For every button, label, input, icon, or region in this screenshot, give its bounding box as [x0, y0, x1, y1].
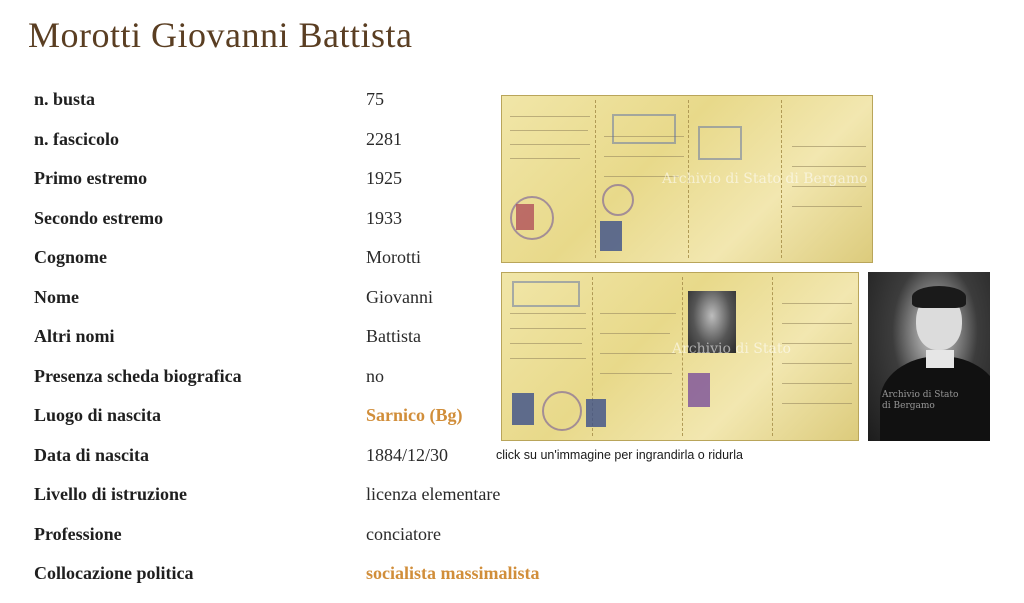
field-row-professione [34, 524, 504, 564]
field-row-altri-nomi [34, 326, 504, 366]
field-value: conciatore [366, 523, 441, 544]
record-fields [34, 89, 540, 603]
passport-document-image-2[interactable] [501, 272, 859, 441]
field-label: Livello di istruzione [34, 484, 187, 504]
field-row-busta [34, 89, 504, 129]
field-value: 1884/12/30 [366, 444, 449, 465]
field-value: 2281 [366, 128, 402, 149]
field-label: Presenza scheda biografica [34, 365, 242, 386]
field-label: Nome [34, 286, 79, 307]
field-row-istruzione [34, 484, 504, 524]
page-title: Morotti Giovanni Battista [28, 15, 413, 55]
field-row-data-nascita [34, 445, 504, 485]
field-row-cognome [34, 247, 504, 287]
passport-document-image-1[interactable] [501, 95, 873, 263]
field-row-secondo-estremo [34, 208, 504, 248]
field-value: Giovanni [366, 286, 433, 307]
field-label: Data di nascita [34, 444, 150, 465]
field-label: Secondo estremo [34, 207, 164, 228]
field-label: Luogo di nascita [34, 405, 162, 425]
field-value: 1925 [366, 168, 402, 188]
field-row-primo-estremo [34, 168, 504, 208]
field-row-collocazione-politica [34, 563, 540, 603]
watermark: Archivio di Stato di Bergamo [662, 171, 868, 187]
field-label: Primo estremo [34, 168, 148, 188]
political-affiliation-link[interactable]: socialista massimalista [366, 563, 540, 583]
birthplace-link[interactable]: Sarnico (Bg) [366, 405, 463, 425]
field-value: Battista [366, 326, 421, 346]
watermark: Archivio di Stato di Bergamo [882, 390, 959, 411]
field-value: no [366, 365, 384, 386]
field-value: 1933 [366, 207, 402, 228]
field-value: licenza elementare [366, 484, 501, 504]
field-label: Cognome [34, 247, 107, 267]
field-row-nome [34, 287, 504, 327]
field-label: Collocazione politica [34, 563, 194, 583]
field-row-scheda-biografica [34, 366, 504, 406]
portrait-photo-image[interactable] [868, 272, 990, 441]
watermark: Archivio di Stato [672, 341, 791, 357]
field-row-luogo-nascita [34, 405, 504, 445]
field-label: n. fascicolo [34, 128, 119, 149]
field-label: n. busta [34, 89, 96, 109]
field-label: Professione [34, 523, 122, 544]
field-label: Altri nomi [34, 326, 115, 346]
field-row-fascicolo [34, 129, 504, 169]
field-value: 75 [366, 89, 384, 109]
field-value: Morotti [366, 247, 422, 267]
gallery-caption: click su un'immagine per ingrandirla o ridurla [496, 448, 743, 462]
